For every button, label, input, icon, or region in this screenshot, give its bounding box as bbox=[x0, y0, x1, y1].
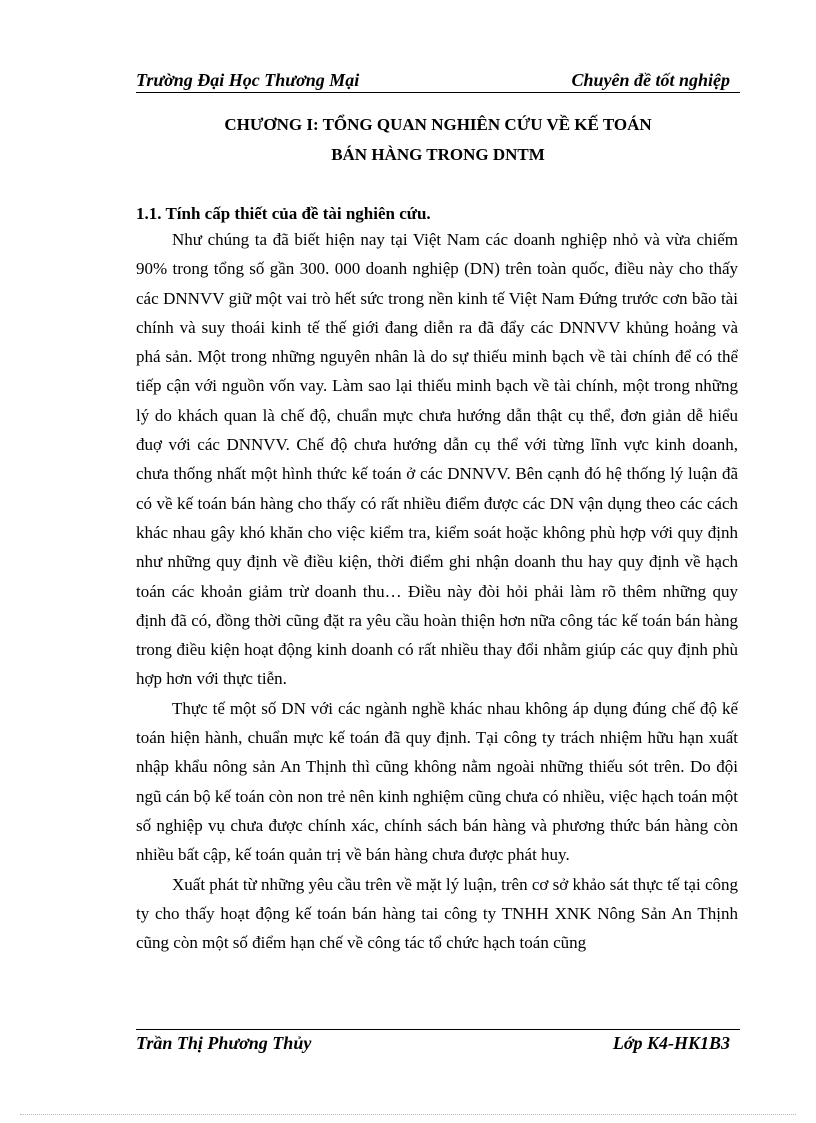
footer-divider bbox=[136, 1029, 740, 1030]
footer-author: Trần Thị Phương Thủy bbox=[136, 1033, 312, 1053]
header-school: Trường Đại Học Thương Mại bbox=[136, 70, 360, 90]
page-header bbox=[136, 70, 740, 93]
chapter-title-line1: CHƯƠNG I: TỔNG QUAN NGHIÊN CỨU VỀ KẾ TOÁN bbox=[224, 115, 652, 134]
paragraph: Thực tế một số DN với các ngành nghề khác nhau không áp dụng đúng chế độ kế toán hiện hành, chuẩn mực kế toán đã quy định. Tại công ty trách nhiệm hữu hạn xuất nhập khẩu nông sản An Thịnh thì cũng không nằm ngoài những thiếu sót trên. Do đội ngũ cán bộ kế toán còn non trẻ nên kinh nghiệm cũng chưa có nhiều, việc hạch toán một số nghiệp vụ chưa được chính xác, chính sách bán hàng và phương thức bán hàng còn nhiều bất cập, kế toán quản trị về bán hàng chưa được phát huy. bbox=[136, 698, 738, 865]
section-heading: 1.1. Tính cấp thiết của đề tài nghiên cứu. bbox=[136, 204, 431, 223]
paragraph: Như chúng ta đã biết hiện nay tại Việt Nam các doanh nghiệp nhỏ và vừa chiếm 90% trong tổng số gần 300. 000 doanh nghiệp (DN) trên toàn quốc, điều này cho thấy các DNNVV giữ một vai trò hết sức trong nền kinh tế Việt Nam Đứng trước cơn bão tài chính và suy thoái kinh tế thế giới đang diễn ra đã đẩy các DNNVV khủng hoảng và phá sản. Một trong những nguyên nhân là do sự thiếu minh bạch về tài chính để có thể tiếp cận với nguồn vốn vay. Làm sao lại thiếu minh bạch về tài chính, một trong những lý do khách quan là chế độ, chuẩn mực chưa hướng dẫn thật cụ thể, đơn giản dễ hiểu đuợ với các DNNVV. Chế độ chưa hướng dẫn cụ thể với từng lĩnh vực kinh doanh, chưa thống nhất một hình thức kế toán ở các DNNVV. Bên cạnh đó hệ thống lý luận đã có về kế toán bán hàng cho thấy có rất nhiều điểm được các DN vận dụng theo các cách khác nhau gây khó khăn cho việc kiểm tra, kiểm soát hoặc không phù hợp với quy định như những quy định về điều kiện, thời điểm ghi nhận doanh thu hay quy định về hạch toán các khoản giảm trừ doanh thu… Điều này đòi hỏi phải làm rõ thêm những quy định đã có, đồng thời cũng đặt ra yêu cầu hoàn thiện hơn nữa công tác kế toán bán hàng trong điều kiện hoạt động kinh doanh có rất nhiều thay đổi nhằm giúp các quy định phù hợp hơn với thực tiễn. bbox=[136, 230, 738, 689]
body-text bbox=[136, 225, 738, 957]
chapter-title-line2: BÁN HÀNG TRONG DNTM bbox=[331, 145, 545, 164]
paragraph: Xuất phát từ những yêu cầu trên về mặt lý luận, trên cơ sở khảo sát thực tế tại công ty cho thấy hoạt động kế toán bán hàng tai công ty TNHH XNK Nông Sản An Thịnh cũng còn một số điểm hạn chế về công tác tổ chức hạch toán cũng bbox=[136, 874, 738, 953]
page-bottom-edge bbox=[20, 1114, 796, 1115]
page-footer bbox=[136, 1033, 740, 1055]
footer-class: Lớp K4-HK1B3 bbox=[612, 1033, 730, 1053]
header-doc-type: Chuyên đề tốt nghiệp bbox=[571, 70, 730, 90]
